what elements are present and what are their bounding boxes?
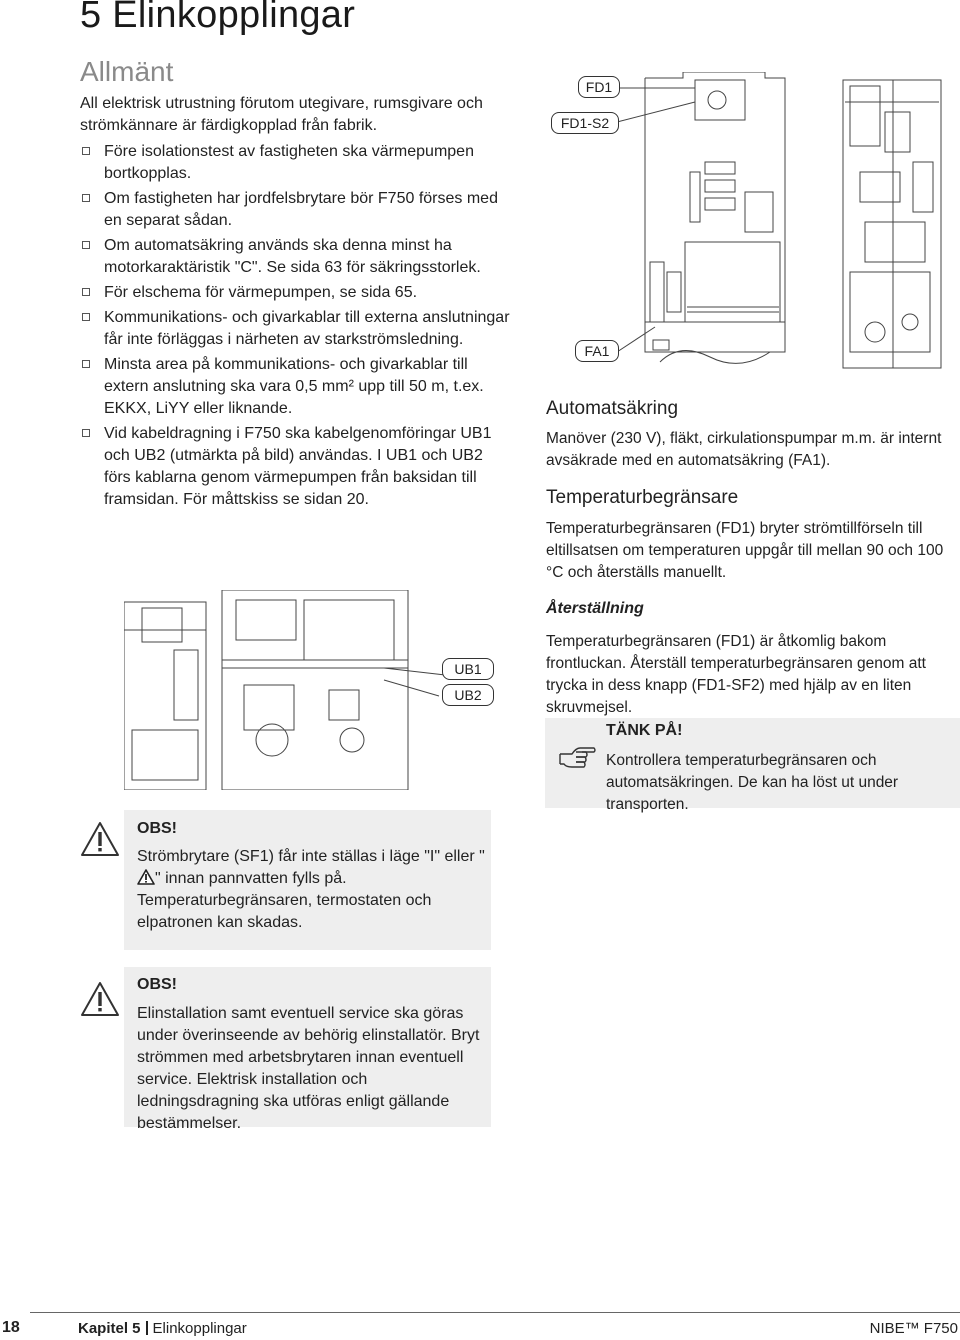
aterstallning-heading: Återställning (546, 600, 644, 617)
fa1-label: FA1 (575, 340, 619, 362)
list-item: Minsta area på kommunikations- och givarkablar till extern anslutning ska vara 0,5 mm² upp till 50 m, t.ex. EKKX, LiYY eller liknande. (80, 354, 510, 420)
list-item: För elschema för värmepumpen, se sida 65. (80, 282, 510, 304)
cable-entry-diagram (124, 590, 496, 790)
footer-brand: NIBE™ F750 (869, 1320, 958, 1337)
automatsakring-heading: Automatsäkring (546, 398, 679, 419)
electrical-cabinet-diagram (545, 72, 955, 372)
warning-triangle-icon (137, 869, 155, 885)
warning-triangle-icon (80, 980, 120, 1023)
bullet-list (80, 141, 510, 511)
bullet-square-icon (82, 313, 90, 321)
chapter-title: 5 Elinkopplingar (80, 0, 356, 36)
tip-title: TÄNK PÅ! (606, 722, 683, 739)
bullet-square-icon (82, 288, 90, 296)
heat-pump-drawing (124, 590, 496, 790)
obs-text-2: Elinstallation samt eventuell service ska göras under överinseende av behörig elinstallatör. Bryt strömmen med arbetsbrytaren innan eventuell service. Elektrisk installation och ledningsdragning ska utföras enligt gällande bestämmelser. (137, 1005, 480, 1132)
pointing-hand-icon (556, 744, 596, 779)
bullet-square-icon (82, 194, 90, 202)
fd1-s2-label: FD1-S2 (551, 112, 619, 134)
list-item: Om fastigheten har jordfelsbrytare bör F750 förses med en separat sådan. (80, 188, 510, 232)
list-item: Vid kabeldragning i F750 ska kabelgenomföringar UB1 och UB2 (utmärkta på bild) användas. I UB1 och UB2 förs kablarna genom värmepumpen från baksidan till framsidan. För måttskiss se sidan 20. (80, 423, 510, 511)
section-title: Allmänt (80, 56, 174, 87)
aterstallning-text: Temperaturbegränsaren (FD1) är åtkomlig bakom frontluckan. Återställ temperaturbegränsaren genom att trycka in dess knapp (FD1-SF2) med hjälp av en liten skruvmejsel. (546, 633, 926, 716)
bullet-square-icon (82, 241, 90, 249)
temperaturbegransare-heading: Temperaturbegränsare (546, 487, 739, 508)
warning-triangle-icon (80, 820, 120, 863)
obs-title-1: OBS! (137, 820, 177, 837)
list-item: Om automatsäkring används ska denna minst ha motorkaraktäristik "C". Se sida 63 för säkringsstorlek. (80, 235, 510, 279)
ub1-label: UB1 (442, 658, 494, 680)
left-column (80, 93, 510, 514)
bullet-square-icon (82, 147, 90, 155)
page-number: 18 (2, 1319, 20, 1336)
intro-paragraph: All elektrisk utrustning förutom utegivare, rumsgivare och strömkännare är färdigkopplad från fabrik. (80, 95, 483, 134)
tip-text: Kontrollera temperaturbegränsaren och automatsäkringen. De kan ha löst ut under transporten. (606, 752, 899, 813)
automatsakring-text: Manöver (230 V), fläkt, cirkulationspumpar m.m. är internt avsäkrade med en automatsäkring (FA1). (546, 430, 942, 469)
temperaturbegransare-text: Temperaturbegränsaren (FD1) bryter strömtillförseln till eltillsatsen om temperaturen uppgår till mellan 90 och 100 °C och återställs manuellt. (546, 520, 944, 581)
fd1-label: FD1 (578, 76, 620, 98)
obs-text-1: Strömbrytare (SF1) får inte ställas i läge "I" eller "" innan pannvatten fylls på. Temperaturbegränsaren, termostaten och elpatronen kan skadas. (137, 848, 485, 931)
separator (146, 1321, 148, 1335)
ub2-label: UB2 (442, 684, 494, 706)
footer-rule (30, 1312, 960, 1313)
footer-chapter: Kapitel 5 Elinkopplingar (78, 1320, 247, 1337)
bullet-square-icon (82, 360, 90, 368)
obs-title-2: OBS! (137, 976, 177, 993)
list-item: Före isolationstest av fastigheten ska värmepumpen bortkopplas. (80, 141, 510, 185)
list-item: Kommunikations- och givarkablar till externa anslutningar får inte förläggas i närheten av starkströmsledning. (80, 307, 510, 351)
bullet-square-icon (82, 429, 90, 437)
